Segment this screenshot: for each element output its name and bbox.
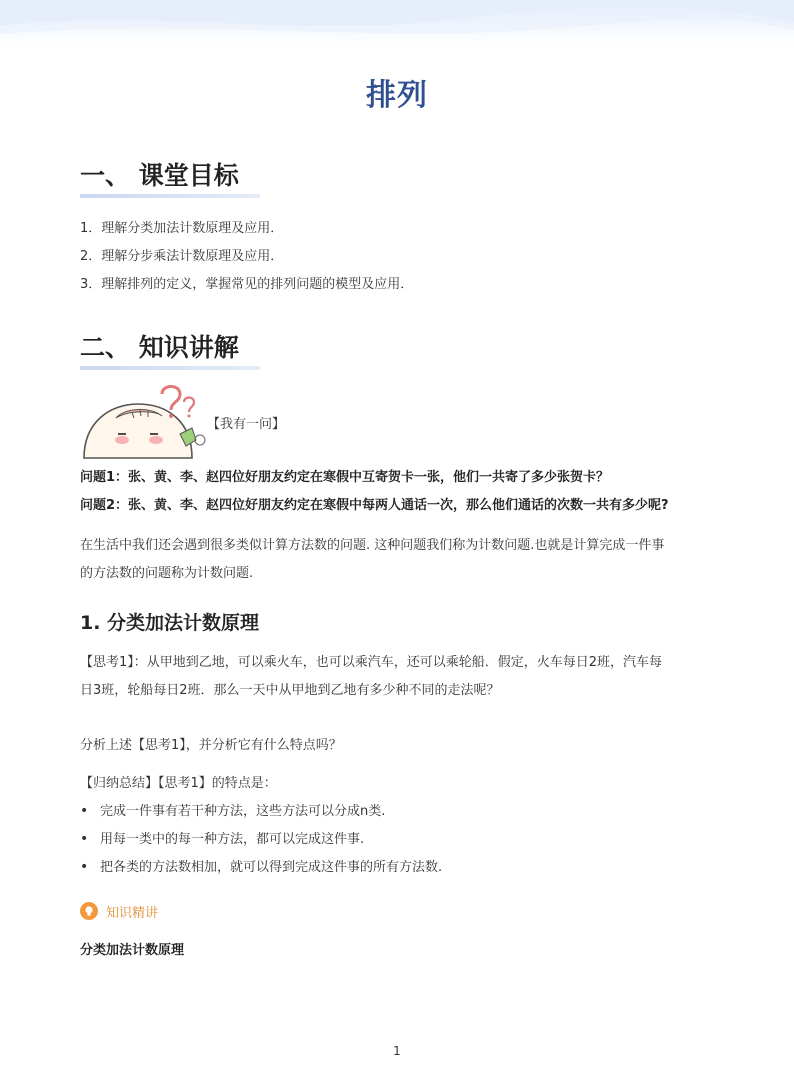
section-heading-goals: 一、 课堂目标 (80, 161, 239, 190)
think-line-2: 日3班，轮船每日2班．那么一天中从甲地到乙地有多少种不同的走法呢？ (80, 683, 500, 698)
topic-label: 分类加法计数原理 (80, 943, 185, 958)
page-number: 1 (393, 1044, 401, 1058)
lightbulb-icon (80, 902, 98, 920)
tip-section (80, 901, 158, 921)
section-underline (80, 194, 260, 198)
tip-label: 知识精讲 (106, 905, 159, 921)
intro-paragraph-line-1: 在生活中我们还会遇到很多类似计算方法数的问题. 这种问题我们称为计数问题.也就是计算完成一件事 (80, 538, 665, 553)
bullet-text: 用每一类中的每一种方法，都可以完成这件事. (100, 832, 365, 847)
question-2: 问题2：张、黄、李、赵四位好朋友约定在寒假中每两人通话一次，那么他们通话的次数一共有多少呢? (80, 498, 669, 513)
bullet-icon: • (80, 831, 89, 847)
goal-item-1: 1．理解分类加法计数原理及应用． (80, 221, 284, 236)
analysis-line: 分析上述【思考1】，并分析它有什么特点吗？ (80, 738, 342, 753)
bullet-text: 把各类的方法数相加，就可以得到完成这件事的所有方法数. (100, 860, 443, 875)
summary-line: 【归纳总结】【思考1】的特点是： (80, 776, 277, 791)
goal-item-2: 2．理解分步乘法计数原理及应用． (80, 249, 284, 264)
bullet-icon: • (80, 859, 89, 875)
think-line-1: 【思考1】：从甲地到乙地，可以乘火车，也可以乘汽车，还可以乘轮船．假定，火车每日2班，汽车每 (80, 655, 663, 670)
page-title: 排列 (366, 78, 428, 113)
thinking-mascot-icon (80, 382, 210, 464)
subsection-heading: 1. 分类加法计数原理 (80, 612, 260, 634)
goal-item-3: 3．理解排列的定义，掌握常见的排列问题的模型及应用． (80, 277, 414, 292)
section-heading-knowledge: 二、 知识讲解 (80, 333, 239, 362)
section-underline (80, 366, 260, 370)
bullet-icon: • (80, 803, 89, 819)
intro-paragraph-line-2: 的方法数的问题称为计数问题. (80, 566, 254, 581)
bullet-item-1 (80, 800, 385, 819)
bullet-item-3 (80, 856, 442, 875)
ask-label: 【我有一问】 (207, 417, 286, 432)
bullet-item-2 (80, 828, 364, 847)
bullet-text: 完成一件事有若干种方法，这些方法可以分成n类. (100, 804, 386, 819)
question-1: 问题1：张、黄、李、赵四位好朋友约定在寒假中互寄贺卡一张，他们一共寄了多少张贺卡？ (80, 470, 610, 485)
header-decoration (0, 0, 794, 44)
